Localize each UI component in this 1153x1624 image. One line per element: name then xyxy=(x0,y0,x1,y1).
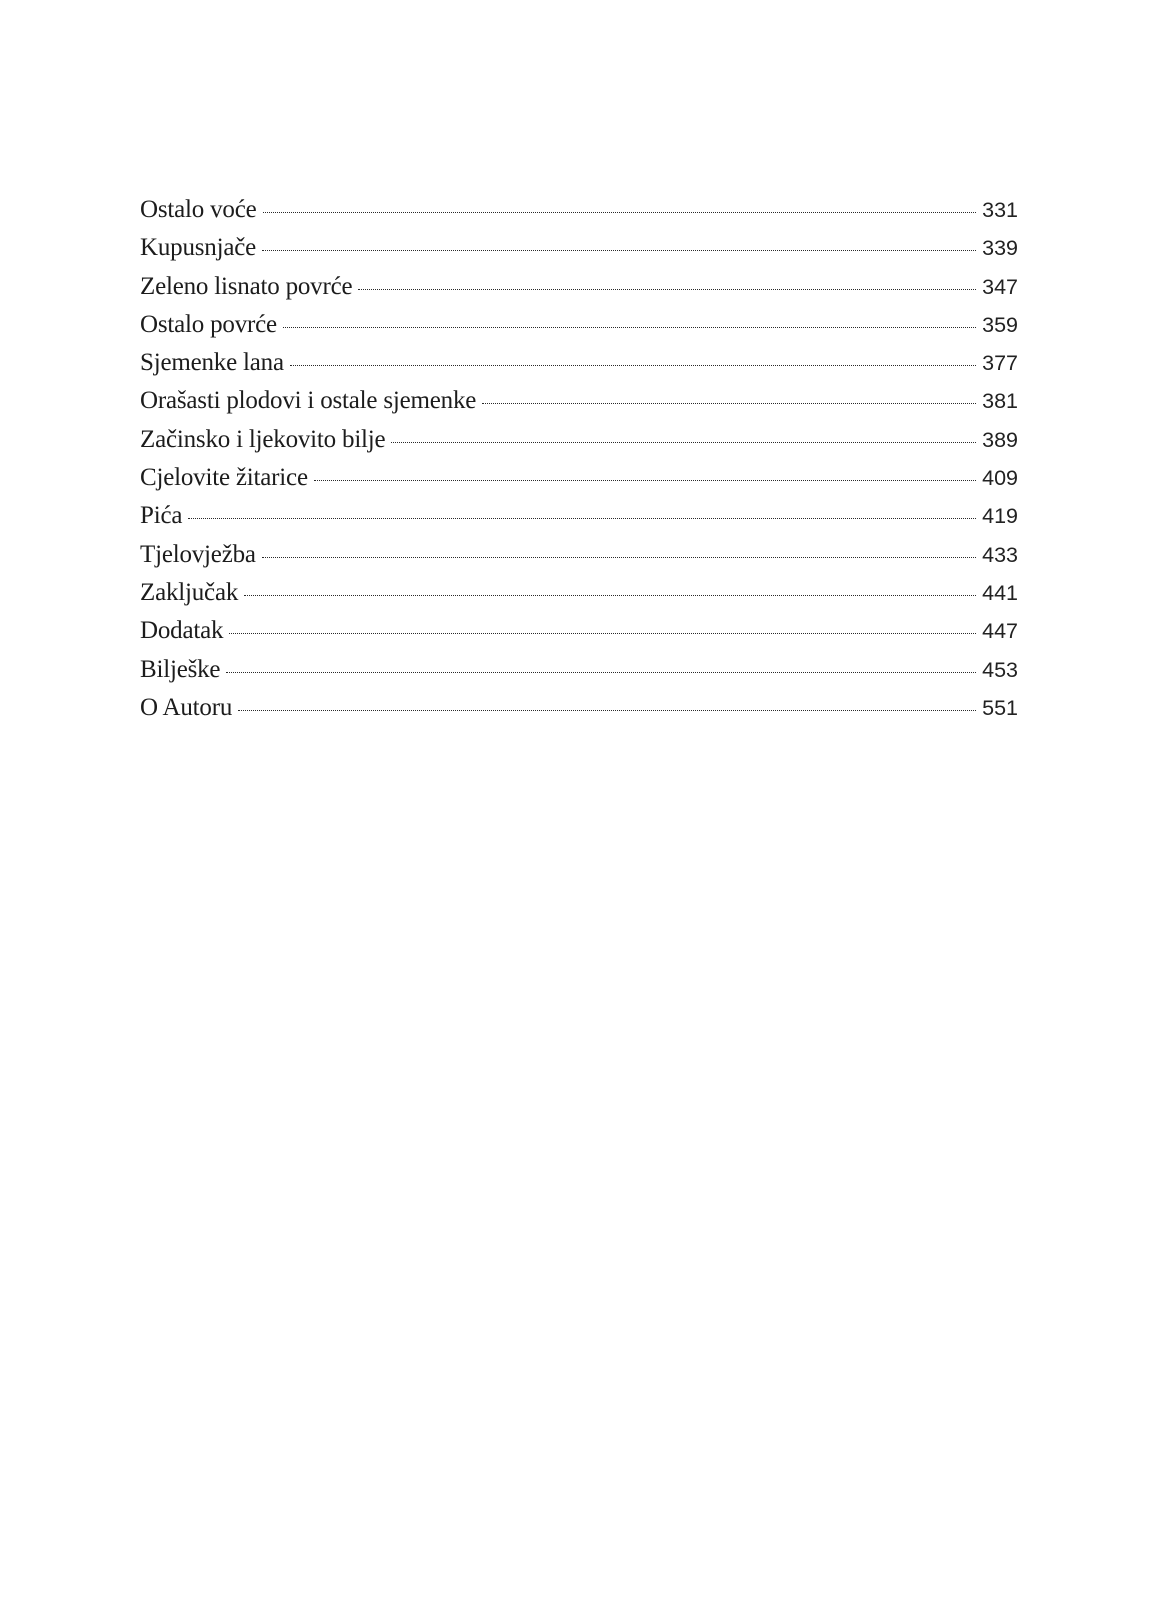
toc-entry xyxy=(140,349,1018,387)
toc-entry-title: Dodatak xyxy=(140,617,224,645)
toc-entry-page-number: 441 xyxy=(982,580,1018,605)
toc-dot-leader xyxy=(314,480,976,481)
table-of-contents xyxy=(140,196,1018,732)
toc-entry-page-number: 551 xyxy=(982,695,1018,720)
toc-entry xyxy=(140,426,1018,464)
toc-dot-leader xyxy=(226,672,976,673)
toc-dot-leader xyxy=(188,518,976,519)
toc-entry xyxy=(140,579,1018,617)
toc-entry xyxy=(140,196,1018,234)
toc-entry-title: Tjelovježba xyxy=(140,540,256,568)
toc-dot-leader xyxy=(244,595,976,596)
toc-entry-page-number: 377 xyxy=(982,351,1018,376)
toc-entry-page-number: 359 xyxy=(982,312,1018,337)
toc-entry-page-number: 339 xyxy=(982,236,1018,261)
toc-dot-leader xyxy=(283,327,976,328)
toc-entry xyxy=(140,311,1018,349)
toc-entry-title: Začinsko i ljekovito bilje xyxy=(140,425,386,453)
toc-dot-leader xyxy=(238,710,976,711)
toc-entry-page-number: 447 xyxy=(982,619,1018,644)
toc-entry xyxy=(140,694,1018,732)
toc-entry xyxy=(140,464,1018,502)
toc-dot-leader xyxy=(482,403,976,404)
toc-entry-page-number: 453 xyxy=(982,657,1018,682)
toc-entry xyxy=(140,502,1018,540)
toc-entry-title: Ostalo povrće xyxy=(140,310,277,338)
toc-entry-title: Pića xyxy=(140,502,183,530)
toc-entry-title: Zeleno lisnato povrće xyxy=(140,272,353,300)
toc-dot-leader xyxy=(263,212,977,213)
toc-entry-page-number: 331 xyxy=(982,198,1018,222)
toc-entry xyxy=(140,617,1018,655)
toc-dot-leader xyxy=(290,365,976,366)
toc-entry-title: Kupusnjače xyxy=(140,234,257,262)
toc-entry-title: O Autoru xyxy=(140,693,233,721)
toc-entry xyxy=(140,387,1018,425)
toc-entry xyxy=(140,656,1018,694)
toc-dot-leader xyxy=(262,250,976,251)
toc-entry xyxy=(140,234,1018,272)
toc-entry-title: Bilješke xyxy=(140,655,221,683)
toc-entry-title: Ostalo voće xyxy=(140,196,257,223)
toc-entry-page-number: 419 xyxy=(982,504,1018,529)
toc-entry-page-number: 381 xyxy=(982,389,1018,414)
toc-dot-leader xyxy=(358,289,976,290)
toc-dot-leader xyxy=(229,633,976,634)
toc-entry-title: Zaključak xyxy=(140,578,239,606)
toc-entry-title: Orašasti plodovi i ostale sjemenke xyxy=(140,387,477,415)
toc-entry-title: Sjemenke lana xyxy=(140,349,284,377)
toc-entry-page-number: 433 xyxy=(982,542,1018,567)
toc-entry xyxy=(140,273,1018,311)
toc-entry-title: Cjelovite žitarice xyxy=(140,464,308,492)
toc-dot-leader xyxy=(262,557,976,558)
toc-entry-page-number: 347 xyxy=(982,274,1018,299)
toc-entry-page-number: 409 xyxy=(982,466,1018,491)
toc-entry xyxy=(140,541,1018,579)
toc-entry-page-number: 389 xyxy=(982,427,1018,452)
toc-dot-leader xyxy=(391,442,976,443)
